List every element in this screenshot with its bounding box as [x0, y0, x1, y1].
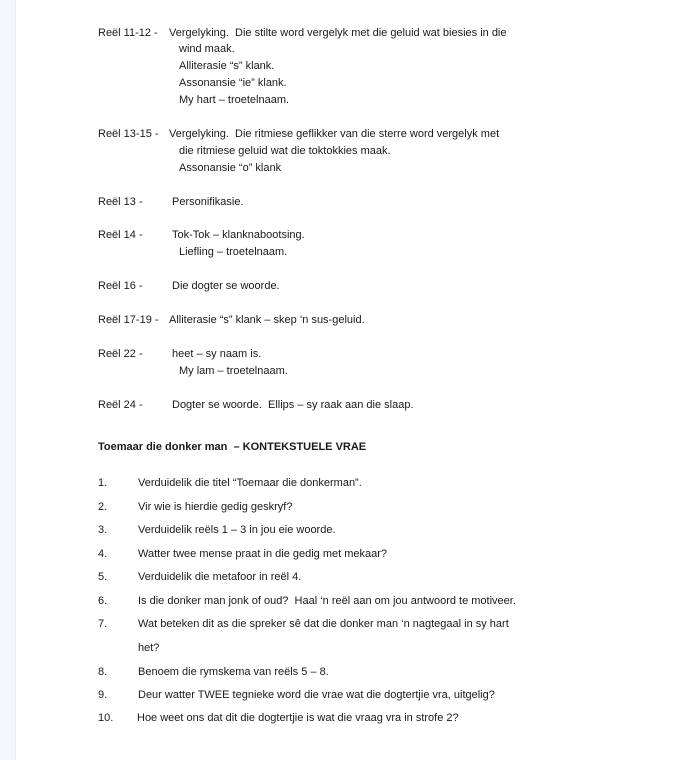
note-label: Reël 17-19 -: [98, 314, 159, 326]
note-label: Reël 11-12 -: [98, 27, 158, 39]
question-text: Deur watter TWEE tegnieke word die vrae wat die dogtertjie vra, uitgelig?: [138, 689, 495, 701]
question-number: 3.: [98, 524, 108, 536]
left-margin-strip: [0, 0, 16, 760]
question-text: Hoe weet ons dat dit die dogtertjie is wat die vraag vra in strofe 2?: [137, 712, 459, 724]
note-text: Assonansie “o” klank: [179, 162, 282, 174]
note-text: Tok-Tok – klanknabootsing.: [172, 229, 305, 241]
note-text: Alliterasie “s” klank – skep ‘n sus-geluid.: [169, 314, 365, 326]
question-number: 9.: [98, 689, 108, 701]
question-text: Watter twee mense praat in die gedig met mekaar?: [138, 548, 388, 560]
note-text: Vergelyking. Die stilte word vergelyk met die geluid wat biesies in die: [169, 27, 507, 39]
question-text: Benoem die rymskema van reëls 5 – 8.: [138, 666, 329, 678]
question-text: Verduidelik die titel “Toemaar die donkerman”.: [138, 477, 362, 489]
question-number: 8.: [98, 666, 108, 678]
note-label: Reël 13-15 -: [98, 128, 159, 140]
note-text: Vergelyking. Die ritmiese geflikker van die sterre word vergelyk met: [169, 128, 500, 140]
note-text: Personifikasie.: [172, 196, 244, 208]
note-text: Die dogter se woorde.: [172, 280, 280, 292]
note-label: Reël 16 -: [98, 280, 143, 292]
question-number: 4.: [98, 548, 108, 560]
note-label: Reël 24 -: [98, 399, 143, 411]
question-text: Vir wie is hierdie gedig geskryf?: [138, 501, 293, 513]
note-text: wind maak.: [179, 43, 235, 55]
note-label: Reël 14 -: [98, 229, 143, 241]
question-number: 5.: [98, 571, 108, 583]
note-text: Alliterasie “s” klank.: [179, 60, 275, 72]
note-text: Assonansie “ie” klank.: [179, 77, 287, 89]
question-text: Verduidelik reëls 1 – 3 in jou eie woorde.: [138, 524, 336, 536]
question-text-continuation: het?: [138, 642, 160, 654]
note-text: heet – sy naam is.: [172, 348, 262, 360]
note-label: Reël 13 -: [98, 196, 143, 208]
question-number: 2.: [98, 501, 108, 513]
section-heading: Toemaar die donker man – KONTEKSTUELE VRAE: [98, 441, 367, 453]
question-number: 1.: [98, 477, 108, 489]
question-text: Verduidelik die metafoor in reël 4.: [138, 571, 302, 583]
note-text: Liefling – troetelnaam.: [179, 246, 288, 258]
note-text: My lam – troetelnaam.: [179, 365, 288, 377]
note-label: Reël 22 -: [98, 348, 143, 360]
question-text: Wat beteken dit as die spreker sê dat die donker man ‘n nagtegaal in sy hart: [138, 618, 509, 630]
question-number: 7.: [98, 618, 108, 630]
note-text: Dogter se woorde. Ellips – sy raak aan die slaap.: [172, 399, 414, 411]
document-page: [16, 0, 680, 760]
question-number: 10.: [98, 712, 114, 724]
question-text: Is die donker man jonk of oud? Haal ‘n reël aan om jou antwoord te motiveer.: [138, 595, 516, 607]
question-number: 6.: [98, 595, 108, 607]
note-text: My hart – troetelnaam.: [179, 94, 290, 106]
note-text: die ritmiese geluid wat die toktokkies maak.: [179, 145, 391, 157]
